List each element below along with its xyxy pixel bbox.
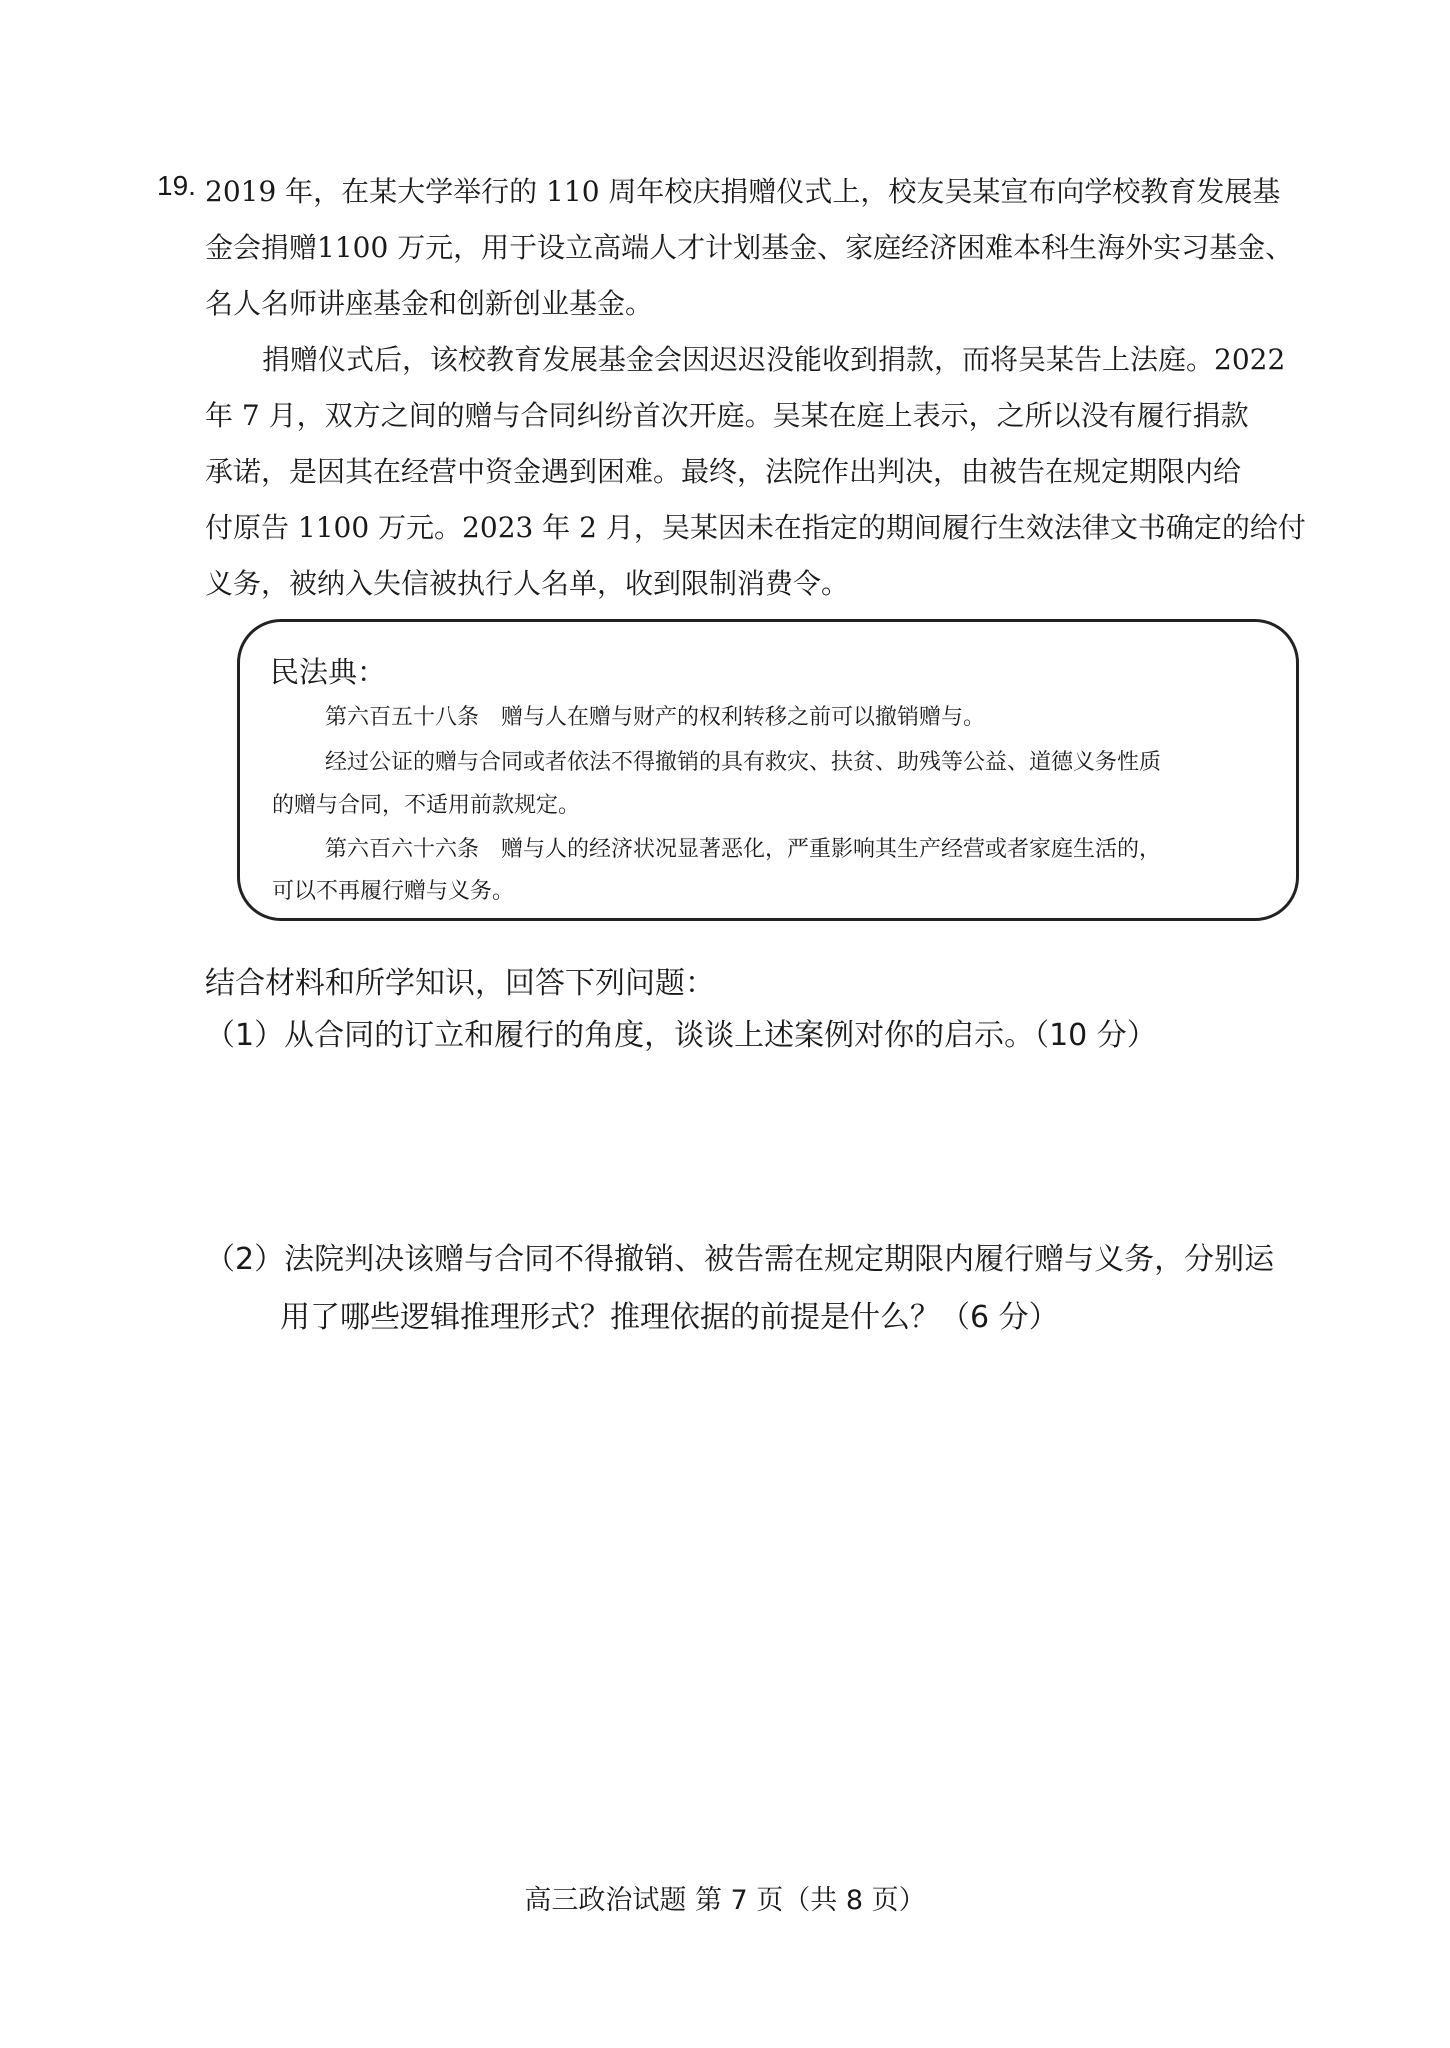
sub-question-2-line: （2）法院判决该赠与合同不得撤销、被告需在规定期限内履行赠与义务，分别运 <box>205 1242 1275 1277</box>
civil-code-line: 第六百六十六条 赠与人的经济状况显著恶化，严重影响其生产经营或者家庭生活的， <box>325 837 1162 862</box>
material-line: 付原告 1100 万元。2023 年 2 月，吴某因未在指定的期间履行生效法律文书确定的给付 <box>205 511 1306 544</box>
sub-question-1: （1）从合同的订立和履行的角度，谈谈上述案例对你的启示。（10 分） <box>205 1018 1157 1053</box>
material-line: 承诺，是因其在经营中资金遇到困难。最终，法院作出判决，由被告在规定期限内给 <box>205 455 1242 488</box>
material-line: 2019 年，在某大学举行的 110 周年校庆捐赠仪式上，校友吴某宣布向学校教育发展基 <box>205 175 1281 208</box>
civil-code-line: 可以不再履行赠与义务。 <box>272 879 515 904</box>
page-footer: 高三政治试题 第 7 页（共 8 页） <box>524 1885 926 1916</box>
sub-question-2-line: 用了哪些逻辑推理形式？推理依据的前提是什么？（6 分） <box>280 1300 1059 1335</box>
material-line: 义务，被纳入失信被执行人名单，收到限制消费令。 <box>205 567 850 600</box>
material-line: 捐赠仪式后，该校教育发展基金会因迟迟没能收到捐款，而将吴某告上法庭。2022 <box>262 343 1286 376</box>
civil-code-line: 的赠与合同，不适用前款规定。 <box>272 793 581 818</box>
material-line: 名人名师讲座基金和创新创业基金。 <box>205 287 654 320</box>
material-line: 年 7 月，双方之间的赠与合同纠纷首次开庭。吴某在庭上表示，之所以没有履行捐款 <box>205 399 1249 432</box>
question-number: 19. <box>157 170 196 201</box>
material-line: 金会捐赠1100 万元，用于设立高端人才计划基金、家庭经济困难本科生海外实习基金、 <box>205 231 1294 264</box>
instruction: 结合材料和所学知识，回答下列问题： <box>205 966 715 1001</box>
civil-code-title: 民法典： <box>270 655 387 689</box>
civil-code-line: 第六百五十八条 赠与人在赠与财产的权利转移之前可以撤销赠与。 <box>325 705 986 730</box>
civil-code-line: 经过公证的赠与合同或者依法不得撤销的具有救灾、扶贫、助残等公益、道德义务性质 <box>325 750 1162 775</box>
